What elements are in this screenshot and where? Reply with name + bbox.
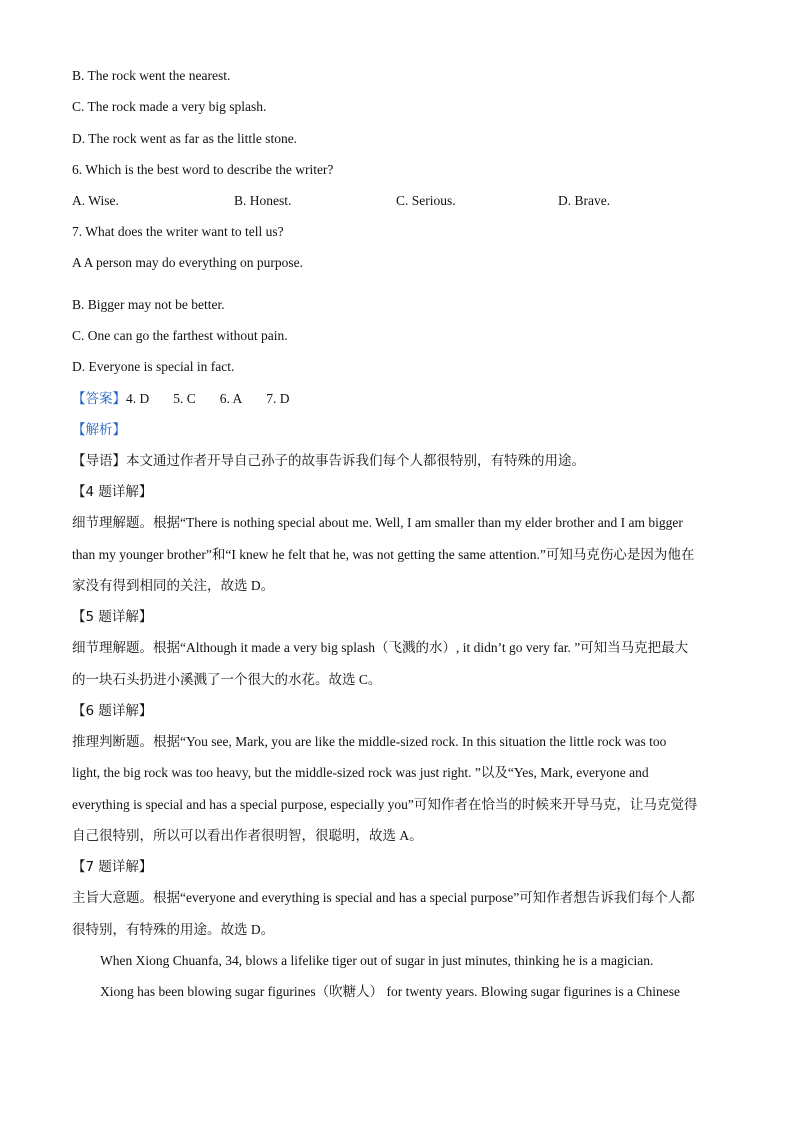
detail-heading-5: 【5 题详解】 [72,609,153,625]
intro-row [72,451,585,471]
q7-question: 7. What does the writer want to tell us? [72,224,284,239]
passage-paragraph: When Xiong Chuanfa, 34, blows a lifelike tiger out of sugar in just minutes, thinking he is a magician. [100,953,654,968]
q6-option-c: C. Serious. [396,193,456,208]
q7-option-c: C. One can go the farthest without pain. [72,328,288,343]
q5-option-d: D. The rock went as far as the little stone. [72,131,298,146]
answer-item: 5. C [173,391,196,406]
detail-6-line: 推理判断题。根据“You see, Mark, you are like the middle-sized rock. In this situation the little rock was too [72,734,667,749]
q5-option-c: C. The rock made a very big splash. [72,99,267,114]
answer-label: 【答案】 [72,391,126,407]
q7-option-a: A A person may do everything on purpose. [72,255,303,270]
detail-6-line: 自己很特别，所以可以看出作者很明智，很聪明，故选 A。 [72,828,423,843]
detail-heading-7: 【7 题详解】 [72,859,153,875]
q6-question: 6. Which is the best word to describe the writer? [72,162,334,177]
detail-7-line: 主旨大意题。根据“everyone and everything is special and has a special purpose”可知作者想告诉我们每个人都 [72,890,695,905]
intro-text: 本文通过作者开导自己孙子的故事告诉我们每个人都很特别，有特殊的用途。 [126,453,585,469]
detail-heading-4: 【4 题详解】 [72,484,153,500]
q6-option-d: D. Brave. [558,193,611,208]
detail-6-line: light, the big rock was too heavy, but the middle-sized rock was just right. ”以及“Yes, Mark, everyone and [72,765,649,780]
q7-option-b: B. Bigger may not be better. [72,297,225,312]
detail-5-line: 细节理解题。根据“Although it made a very big splash（飞溅的水）, it didn’t go very far. ”可知当马克把最大 [72,640,689,655]
analysis-heading [72,420,126,440]
detail-4-line: 家没有得到相同的关注，故选 D。 [72,578,275,593]
answer-item: 7. D [266,391,290,406]
detail-heading-6: 【6 题详解】 [72,703,153,719]
detail-7-line: 很特别，有特殊的用途。故选 D。 [72,922,275,937]
q7-option-d: D. Everyone is special in fact. [72,359,235,374]
detail-6-line: everything is special and has a special purpose, especially you”可知作者在恰当的时候来开导马克，让马克觉得 [72,797,698,812]
detail-4-line: than my younger brother”和“I knew he felt that he, was not getting the same attention.”可知马克伤心是因为他在 [72,547,695,562]
q6-option-a: A. Wise. [72,193,119,208]
q6-options [72,191,722,211]
q6-option-b: B. Honest. [234,193,292,208]
passage-paragraph: Xiong has been blowing sugar figurines（吹糖人） for twenty years. Blowing sugar figurines is a Chinese [100,984,681,999]
detail-5-line: 的一块石头扔进小溪溅了一个很大的水花。故选 C。 [72,672,382,687]
answer-item: 4. D [126,391,150,406]
intro-label: 【导语】 [72,453,126,469]
analysis-label: 【解析】 [72,422,126,438]
answer-row [72,389,290,409]
answer-item: 6. A [219,391,243,406]
q5-option-b: B. The rock went the nearest. [72,68,231,83]
detail-4-line: 细节理解题。根据“There is nothing special about me. Well, I am smaller than my elder brother and I am bigger [72,515,683,530]
